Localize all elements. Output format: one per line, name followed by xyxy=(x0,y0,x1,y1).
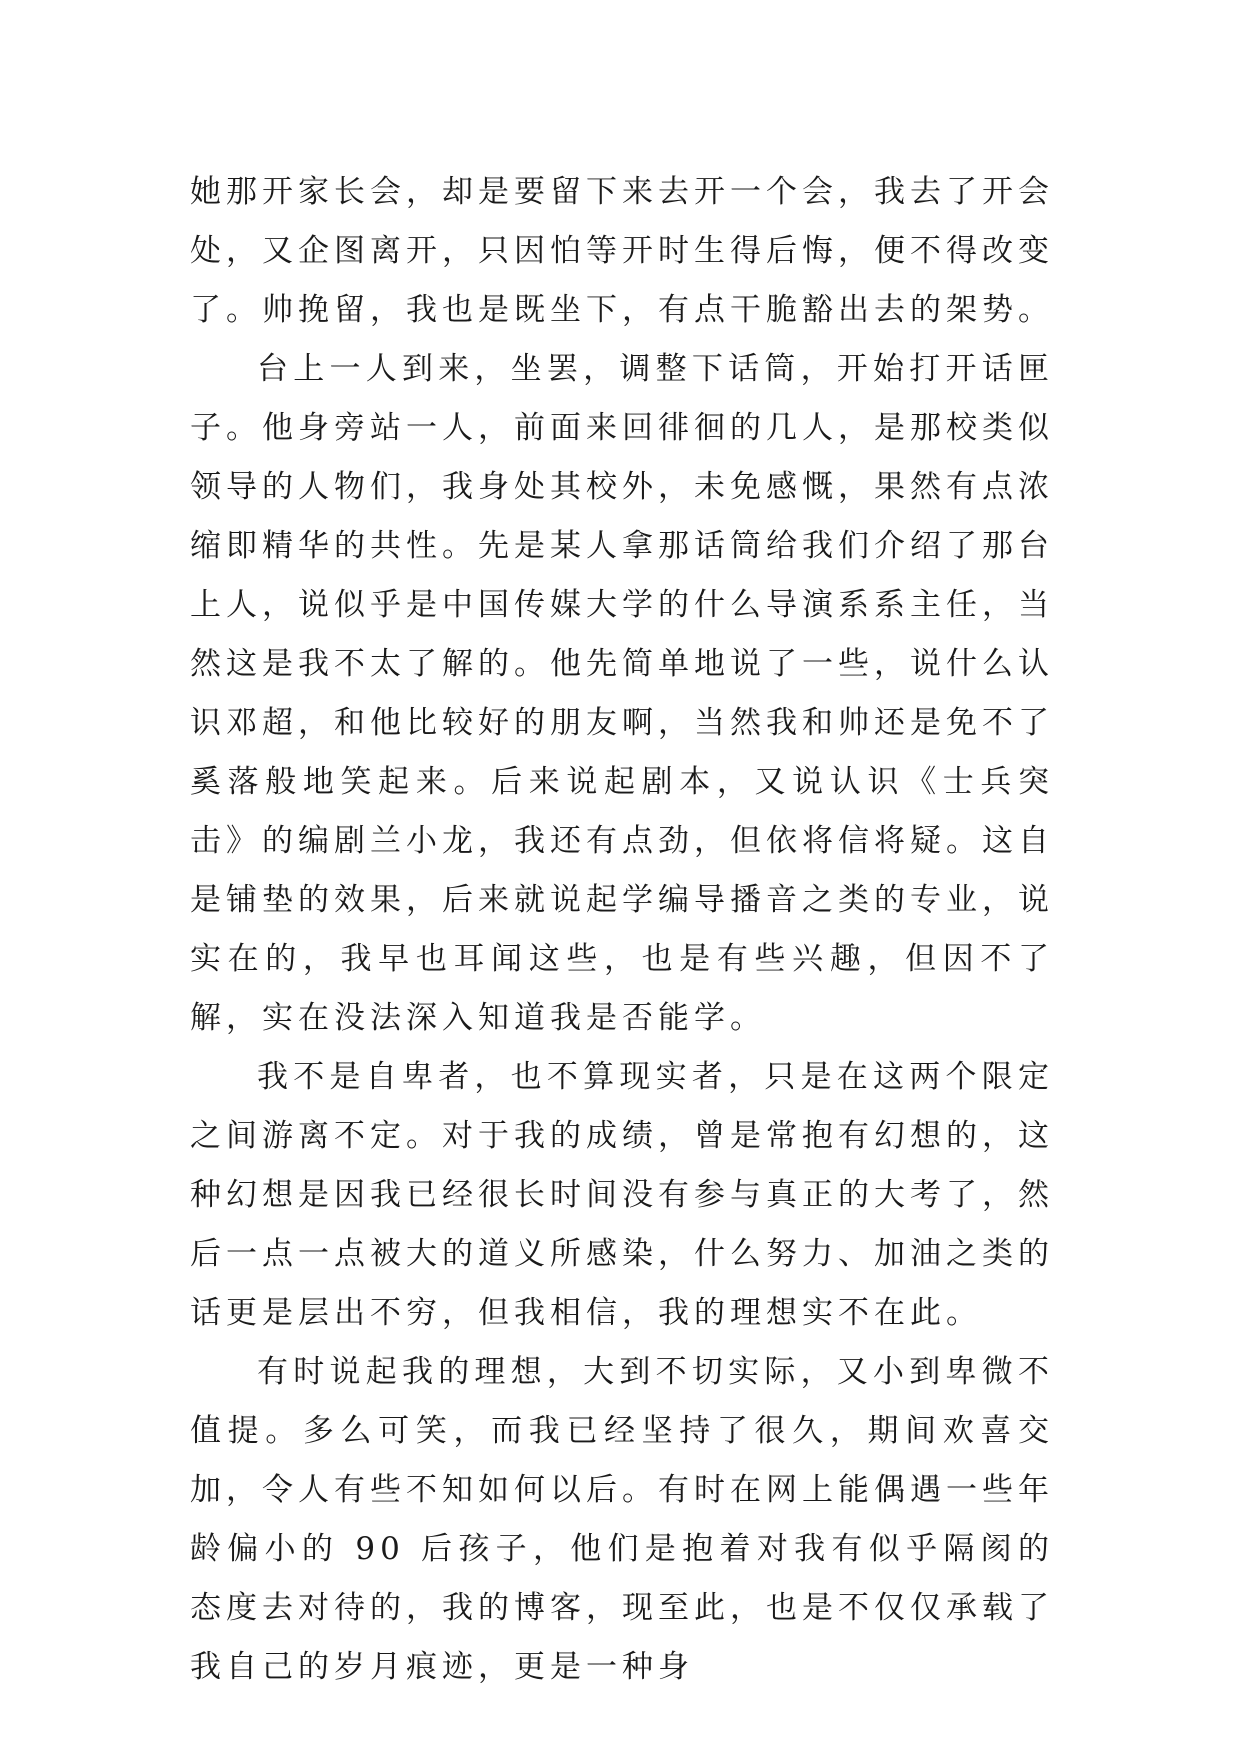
paragraph-2: 台上一人到来，坐罢，调整下话筒，开始打开话匣子。他身旁站一人，前面来回徘徊的几人，是那校类似领导的人物们，我身处其校外，未免感慨，果然有点浓缩即精华的共性。先是某人拿那话筒给我们介绍了那台上人，说似乎是中国传媒大学的什么导演系系主任，当然这是我不太了解的。他先简单地说了一些，说什么认识邓超，和他比较好的朋友啊，当然我和帅还是免不了奚落般地笑起来。后来说起剧本，又说认识《士兵突击》的编剧兰小龙，我还有点劲，但依将信将疑。这自是铺垫的效果，后来就说起学编导播音之类的专业，说实在的，我早也耳闻这些，也是有些兴趣，但因不了解，实在没法深入知道我是否能学。 xyxy=(190,351,1054,1036)
document-body xyxy=(190,163,1054,1697)
paragraph-4: 有时说起我的理想，大到不切实际，又小到卑微不值提。多么可笑，而我已经坚持了很久，期间欢喜交加，令人有些不知如何以后。有时在网上能偶遇一些年龄偏小的 90 后孩子，他们是抱着对我有似乎隔阂的态度去对待的，我的博客，现至此，也是不仅仅承载了我自己的岁月痕迹，更是一种身 xyxy=(190,1354,1054,1685)
paragraph-3: 我不是自卑者，也不算现实者，只是在这两个限定之间游离不定。对于我的成绩，曾是常抱有幻想的，这种幻想是因我已经很长时间没有参与真正的大考了，然后一点一点被大的道义所感染，什么努力、加油之类的话更是层出不穷，但我相信，我的理想实不在此。 xyxy=(190,1059,1054,1331)
paragraph-1: 她那开家长会，却是要留下来去开一个会，我去了开会处，又企图离开，只因怕等开时生得后悔，便不得改变了。帅挽留，我也是既坐下，有点干脆豁出去的架势。 xyxy=(190,174,1054,328)
